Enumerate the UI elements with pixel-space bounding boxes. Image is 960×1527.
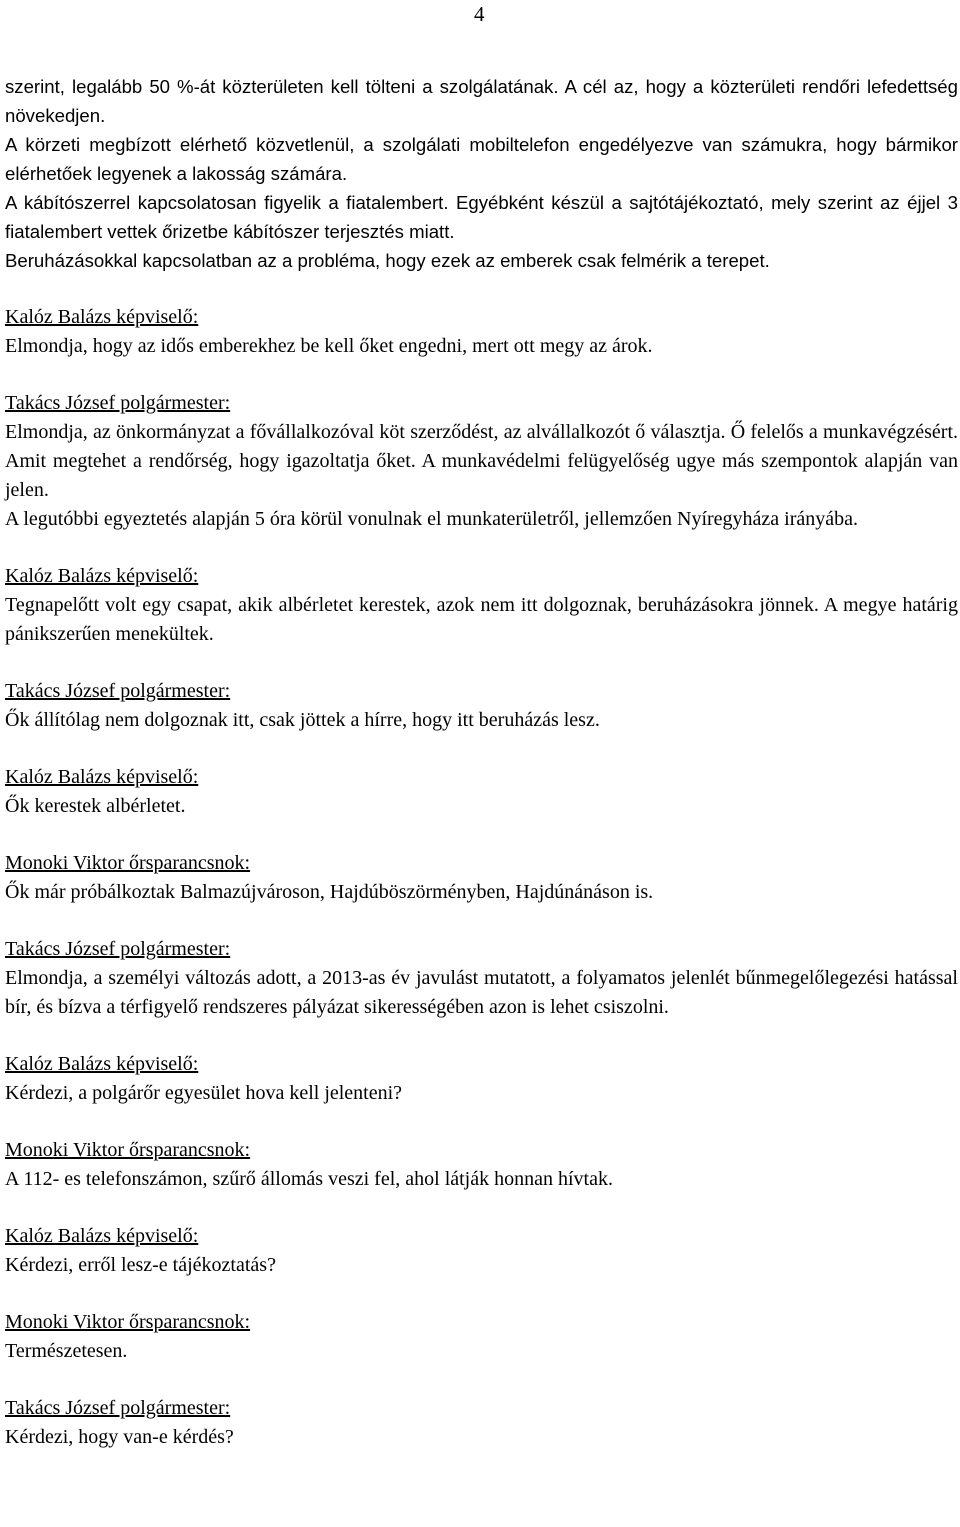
intro-paragraph: Beruházásokkal kapcsolatban az a probléma, hogy ezek az emberek csak felmérik a terepet. bbox=[5, 250, 770, 271]
document-body bbox=[5, 72, 958, 1452]
intro-paragraph: A körzeti megbízott elérhető közvetlenül, a szolgálati mobiltelefon engedélyezve van számukra, hogy bármikor elérhetőek legyenek a lakosság számára. bbox=[5, 134, 958, 184]
paragraph-spacer bbox=[5, 534, 958, 562]
speaker-heading: Takács József polgármester: bbox=[5, 680, 231, 702]
paragraph-spacer bbox=[5, 1194, 958, 1222]
page-number: 4 bbox=[474, 2, 485, 26]
speaker-heading: Kalóz Balázs képviselő: bbox=[5, 1225, 199, 1247]
paragraph-spacer bbox=[5, 1366, 958, 1394]
statement-paragraph: Kérdezi, hogy van-e kérdés? bbox=[5, 1426, 234, 1448]
statement-paragraph: Elmondja, az önkormányzat a fővállalkozóval köt szerződést, az alvállalkozót ő választja. Ő felelős a munkavégzésért. Amit megtehet a rendőrség, hogy igazoltatja őket. A munkavédelmi felügyelőség ugye más szempontok alapján van jelen. bbox=[5, 421, 958, 501]
statement-paragraph: Természetesen. bbox=[5, 1340, 128, 1362]
paragraph-spacer bbox=[5, 821, 958, 849]
statement-paragraph: Ők kerestek albérletet. bbox=[5, 795, 186, 817]
paragraph-spacer bbox=[5, 649, 958, 677]
statement-paragraph: Elmondja, hogy az idős emberekhez be kell őket engedni, mert ott megy az árok. bbox=[5, 335, 653, 357]
paragraph-spacer bbox=[5, 1280, 958, 1308]
speaker-heading: Kalóz Balázs képviselő: bbox=[5, 766, 199, 788]
paragraph-spacer bbox=[5, 361, 958, 389]
speaker-heading: Takács József polgármester: bbox=[5, 938, 231, 960]
statement-paragraph: Tegnapelőtt volt egy csapat, akik albérletet kerestek, azok nem itt dolgoznak, beruházásokra jönnek. A megye határig pánikszerűen menekültek. bbox=[5, 594, 958, 645]
statement-paragraph: Ők állítólag nem dolgoznak itt, csak jöttek a hírre, hogy itt beruházás lesz. bbox=[5, 709, 600, 731]
speaker-heading: Takács József polgármester: bbox=[5, 392, 231, 414]
speaker-heading: Kalóz Balázs képviselő: bbox=[5, 1053, 199, 1075]
speaker-heading: Monoki Viktor őrsparancsnok: bbox=[5, 1311, 251, 1333]
paragraph-spacer bbox=[5, 907, 958, 935]
paragraph-spacer bbox=[5, 1022, 958, 1050]
intro-paragraph: szerint, legalább 50 %-át közterületen kell tölteni a szolgálatának. A cél az, hogy a közterületi rendőri lefedettség növekedjen. bbox=[5, 76, 958, 126]
statement-paragraph: A 112- es telefonszámon, szűrő állomás veszi fel, ahol látják honnan hívtak. bbox=[5, 1168, 613, 1190]
intro-paragraph: A kábítószerrel kapcsolatosan figyelik a fiatalembert. Egyébként készül a sajtótájékoztató, mely szerint az éjjel 3 fiatalembert vettek őrizetbe kábítószer terjesztés miatt. bbox=[5, 192, 958, 242]
statement-paragraph: Ők már próbálkoztak Balmazújvároson, Hajdúböszörményben, Hajdúnánáson is. bbox=[5, 881, 654, 903]
statement-paragraph: A legutóbbi egyeztetés alapján 5 óra körül vonulnak el munkaterületről, jellemzően Nyíregyháza irányába. bbox=[5, 508, 859, 530]
statement-paragraph: Kérdezi, a polgárőr egyesület hova kell jelenteni? bbox=[5, 1082, 403, 1104]
speaker-heading: Kalóz Balázs képviselő: bbox=[5, 306, 199, 328]
paragraph-spacer bbox=[5, 275, 958, 303]
statement-paragraph: Kérdezi, erről lesz-e tájékoztatás? bbox=[5, 1254, 276, 1276]
paragraph-spacer bbox=[5, 735, 958, 763]
speaker-heading: Takács József polgármester: bbox=[5, 1397, 231, 1419]
statement-paragraph: Elmondja, a személyi változás adott, a 2013-as év javulást mutatott, a folyamatos jelenlét bűnmegelőlegezési hatással bír, és bízva a térfigyelő rendszeres pályázat sikerességében azon is lehet csiszolni. bbox=[5, 967, 958, 1018]
speaker-heading: Kalóz Balázs képviselő: bbox=[5, 565, 199, 587]
speaker-heading: Monoki Viktor őrsparancsnok: bbox=[5, 1139, 251, 1161]
paragraph-spacer bbox=[5, 1108, 958, 1136]
speaker-heading: Monoki Viktor őrsparancsnok: bbox=[5, 852, 251, 874]
